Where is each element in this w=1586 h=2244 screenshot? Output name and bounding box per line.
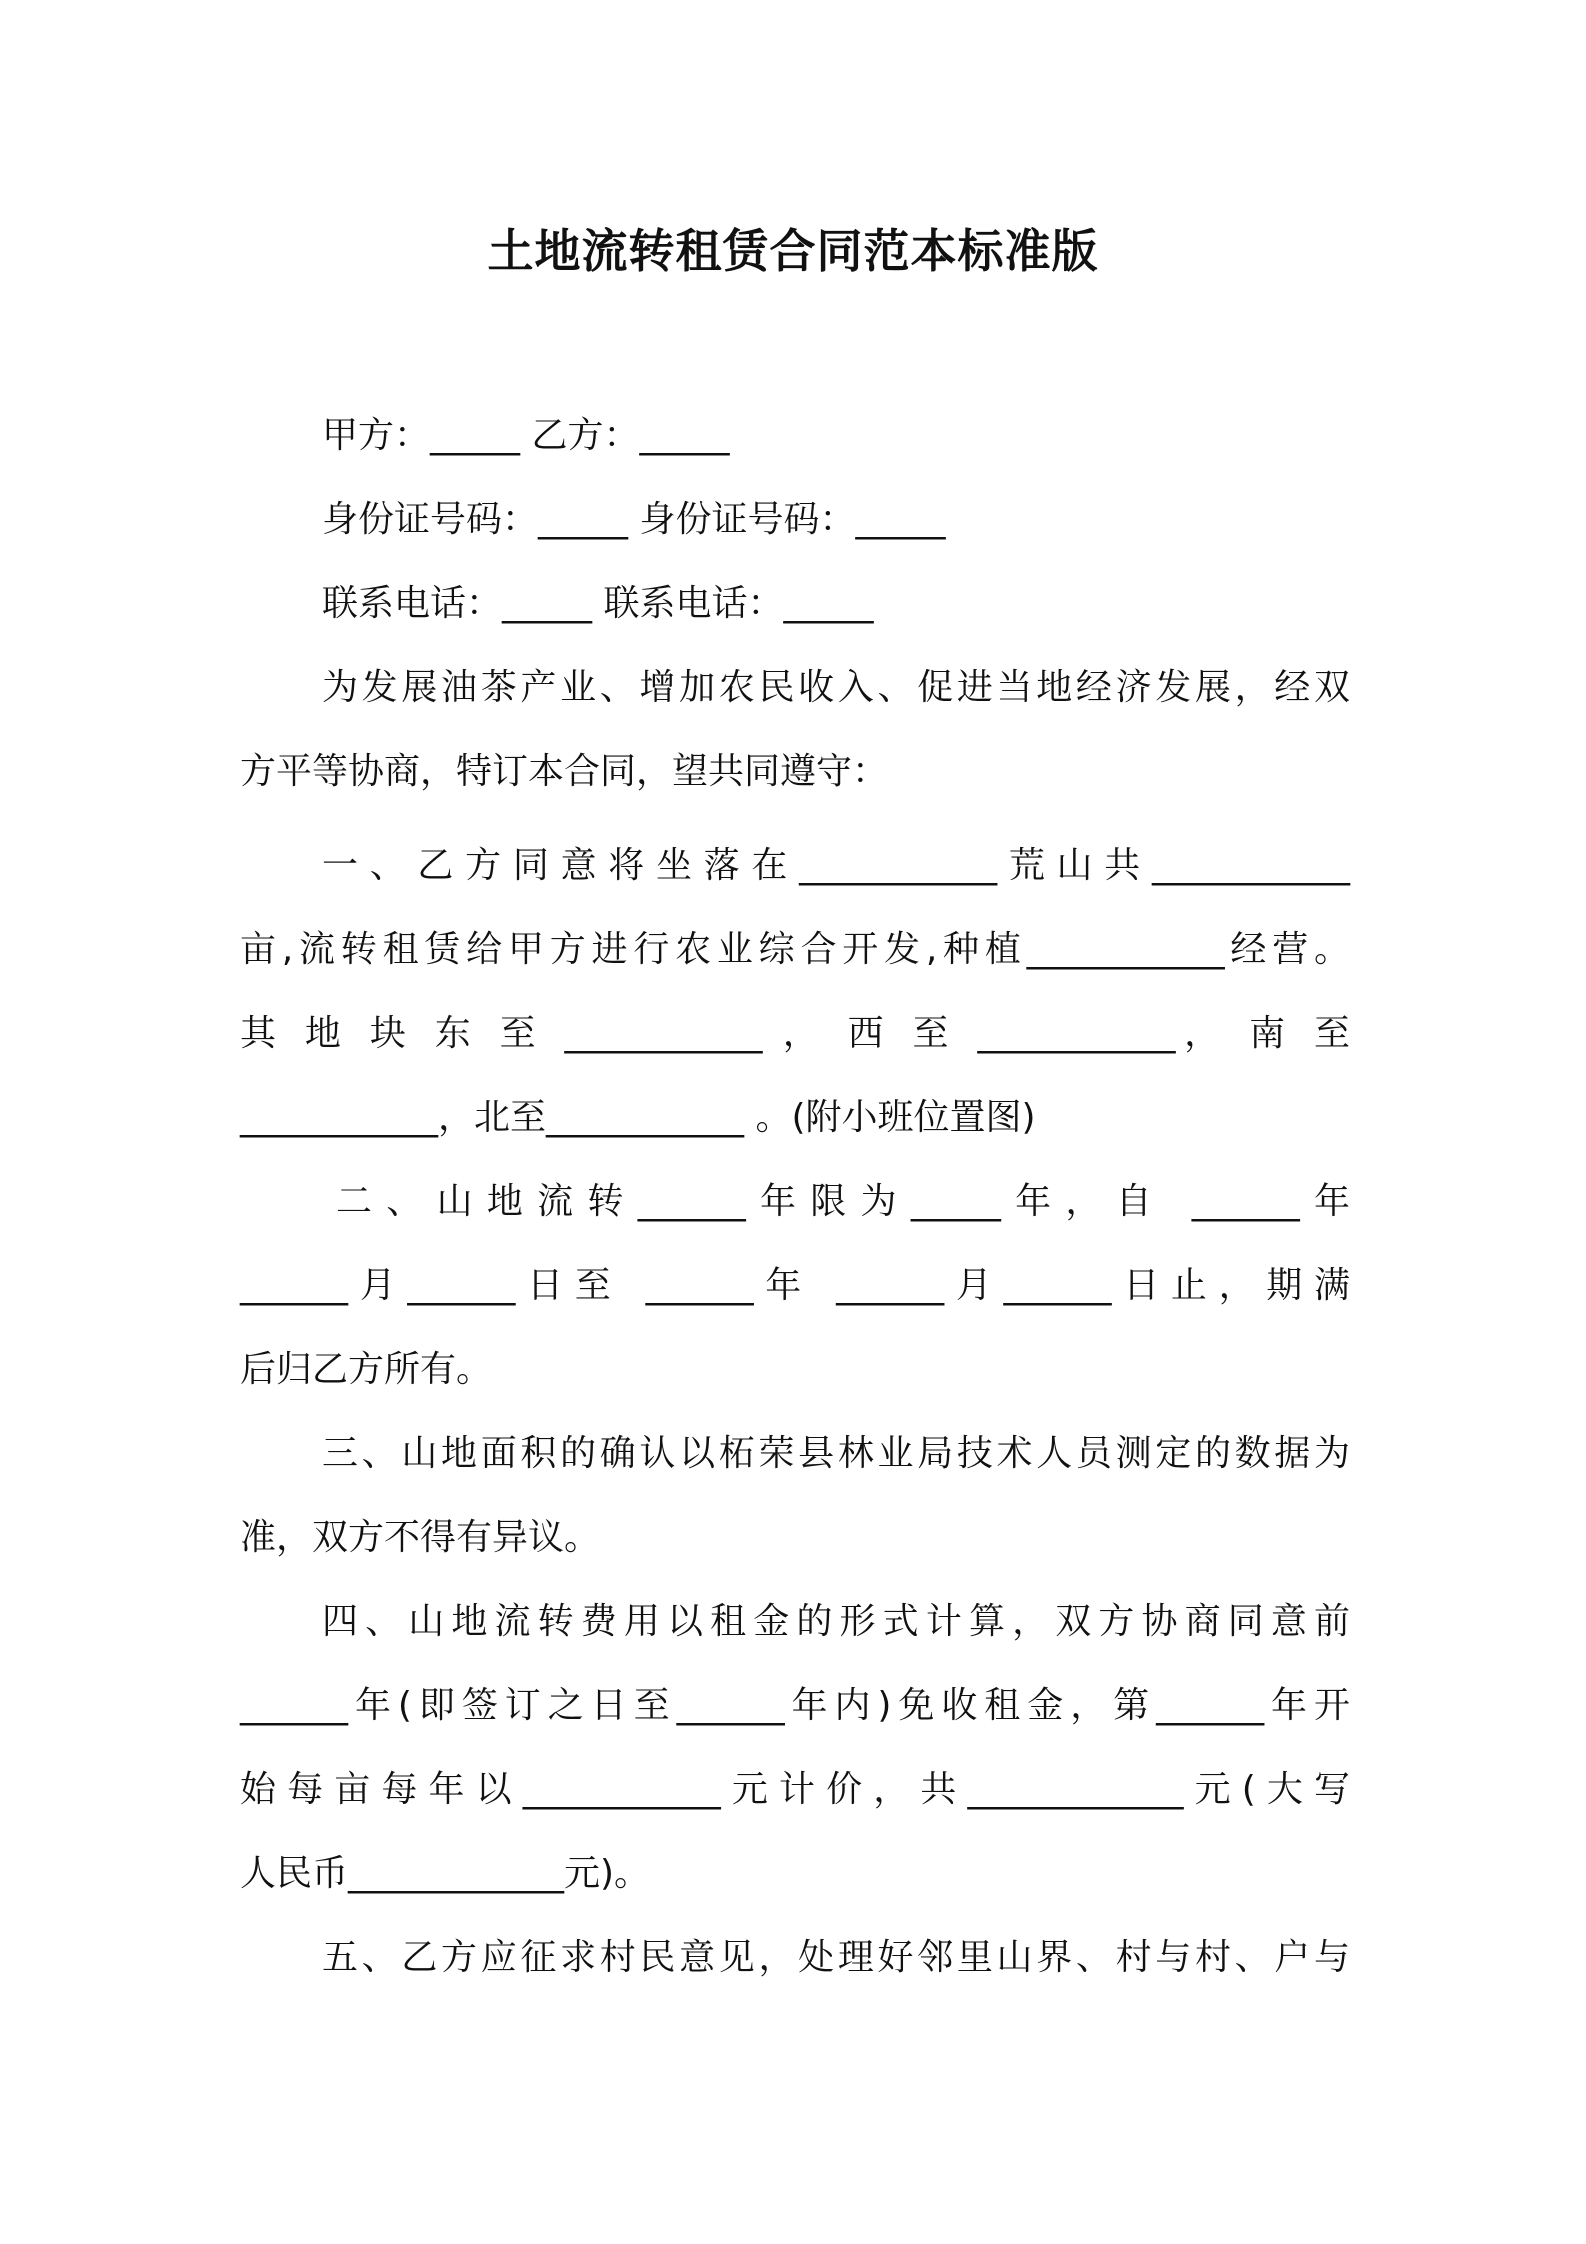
clause-2-line-3: 后归乙方所有。 xyxy=(240,1349,493,1390)
clause-4-line-3: 始每亩每年以___________元计价，共____________元(大写 xyxy=(240,1769,1350,1810)
clause-4-line-4: 人民币____________元)。 xyxy=(240,1853,651,1894)
clause-2-line-1: 二、山地流转______年限为_____年，自 ______年 xyxy=(336,1181,1350,1222)
clause-1-line-2: 亩,流转租赁给甲方进行农业综合开发,种植___________经营。 xyxy=(240,929,1350,970)
clause-2-line-2: ______月______日至 ______年 ______月______日止，期满 xyxy=(240,1265,1350,1306)
preamble-line-1: 为发展油茶产业、增加农民收入、促进当地经济发展，经双 xyxy=(322,667,1350,708)
clause-3-line-1: 三、山地面积的确认以柘荣县林业局技术人员测定的数据为 xyxy=(322,1433,1350,1474)
clause-4-line-1: 四、山地流转费用以租金的形式计算，双方协商同意前 xyxy=(322,1601,1350,1642)
clause-1-line-4: ___________，北至___________ 。(附小班位置图) xyxy=(240,1097,1036,1138)
clause-1-line-1: 一、乙方同意将坐落在___________荒山共___________ xyxy=(322,845,1350,886)
clause-5-line-1: 五、乙方应征求村民意见，处理好邻里山界、村与村、户与 xyxy=(322,1937,1350,1978)
clause-1-line-3: 其 地 块 东 至 ___________ ， 西 至 ___________， 南 至 xyxy=(240,1013,1350,1054)
document-title: 土地流转租赁合同范本标准版 xyxy=(487,224,1099,278)
clause-3-line-2: 准，双方不得有异议。 xyxy=(240,1517,601,1558)
party-names-line: 甲方：_____ 乙方：_____ xyxy=(322,415,730,456)
clause-4-line-2: ______年(即签订之日至______年内)免收租金，第______年开 xyxy=(240,1685,1350,1726)
phone-line: 联系电话：_____ 联系电话：_____ xyxy=(322,583,874,624)
id-number-line: 身份证号码：_____ 身份证号码：_____ xyxy=(322,499,946,540)
preamble-line-2: 方平等协商，特订本合同，望共同遵守： xyxy=(240,751,889,792)
